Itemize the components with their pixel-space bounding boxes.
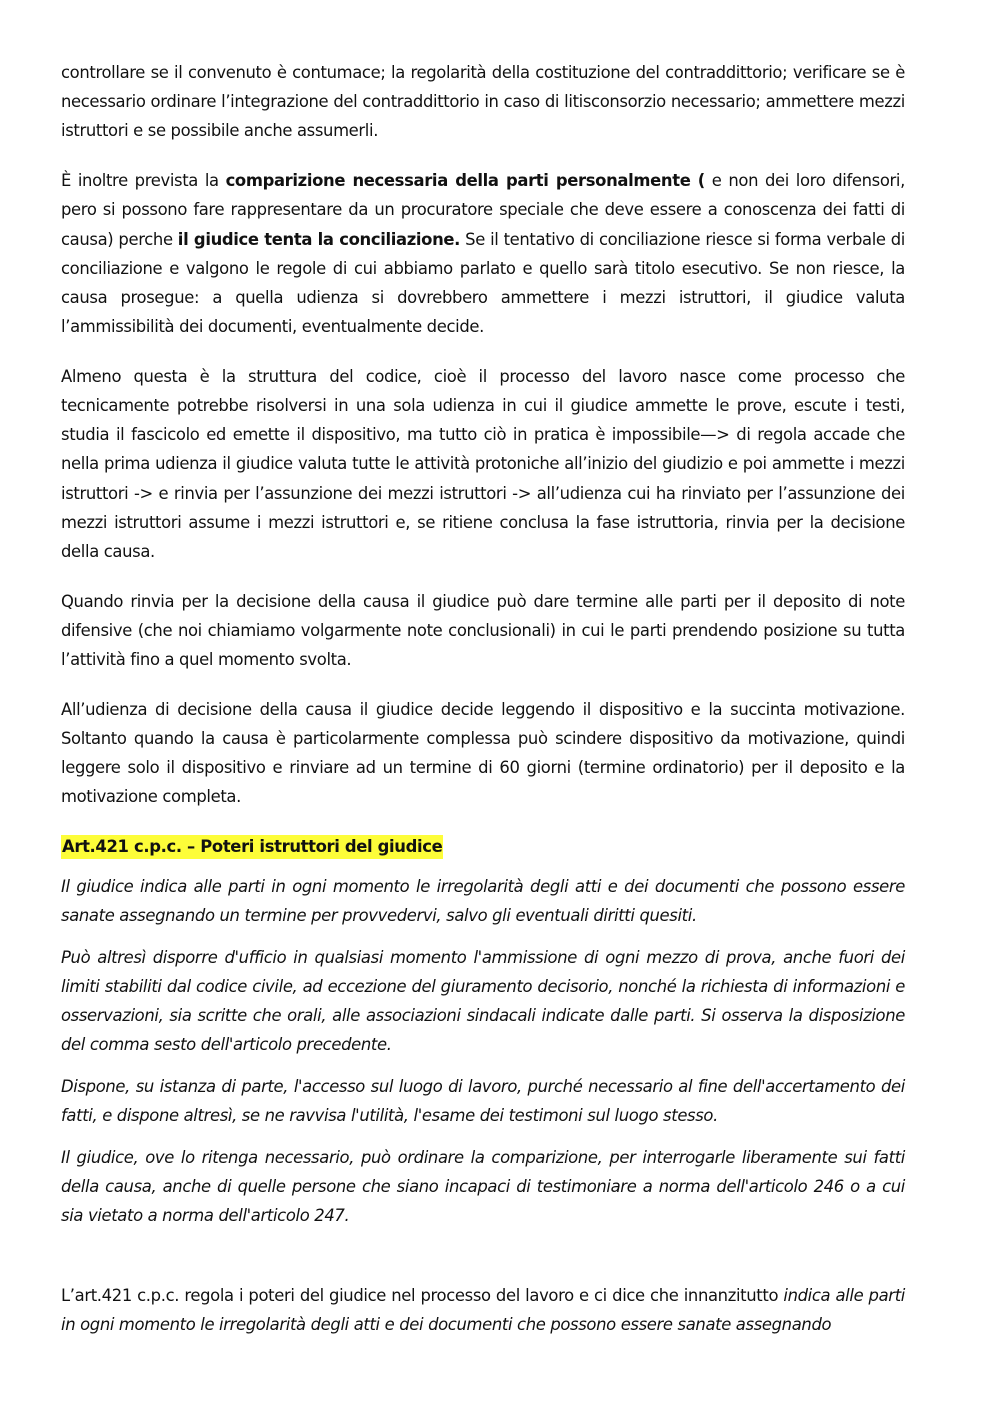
- text-run: È inoltre prevista la: [61, 171, 226, 191]
- article-comma-2: Può altresì disporre d'ufficio in qualsiasi momento l'ammissione di ogni mezzo di prova, anche fuori dei limiti stabiliti dal codice civile, ad eccezione del giuramento decisorio, nonché la richiesta di informazioni e osservazioni, sia scritte che orali, alle associazioni sindacali indicate dalle parti. Si osserva la disposizione del comma sesto dell'articolo precedente.: [61, 947, 905, 1055]
- document-page: [61, 58, 905, 1339]
- article-comma-4: Il giudice, ove lo ritenga necessario, può ordinare la comparizione, per interrogarle liberamente sui fatti della causa, anche di quelle persone che siano incapaci di testimoniare a norma dell'articolo 246 o a cui sia vietato a norma dell'articolo 247.: [61, 1148, 905, 1226]
- bold-run: comparizione necessaria della parti personalmente (: [225, 171, 705, 191]
- article-comma-3: Dispone, su istanza di parte, l'accesso sul luogo di lavoro, purché necessario al fine dell'accertamento dei fatti, e dispone altresì, se ne ravvisa l'utilità, l'esame dei testimoni sul luogo stesso.: [61, 1077, 905, 1126]
- paragraph-note-difensive: Quando rinvia per la decisione della causa il giudice può dare termine alle parti per il deposito di note difensive (che noi chiamiamo volgarmente note conclusionali) in cui le parti prendendo posizione su tutta l’attività fino a quel momento svolta.: [61, 591, 905, 670]
- paragraph-comparizione: [61, 166, 905, 341]
- text-run: L’art.421 c.p.c. regola i poteri del giudice nel processo del lavoro e ci dice che innanzitutto: [61, 1285, 784, 1305]
- text-run: e non dei loro difensori, pero si possono fare rappresentare da un procuratore speciale che deve essere a conoscenza dei fatti di causa) perche: [61, 171, 905, 249]
- paragraph-udienza-decisione: All’udienza di decisione della causa il giudice decide leggendo il dispositivo e la succinta motivazione. Soltanto quando la causa è particolarmente complessa può scindere dispositivo da motivazione, quindi leggere solo il dispositivo e rinviare ad un termine di 60 giorni (termine ordinatorio) per il deposito e la motivazione completa.: [61, 699, 905, 807]
- paragraph-commento-art421: [61, 1281, 905, 1339]
- article-comma-1: Il giudice indica alle parti in ogni momento le irregolarità degli atti e dei documenti che possono essere sanate assegnando un termine per provvedervi, salvo gli eventuali diritti quesiti.: [61, 876, 905, 926]
- text-run: Se il tentativo di conciliazione riesce si forma verbale di conciliazione e valgono le regole di cui abbiamo parlato e quello sarà titolo esecutivo. Se non riesce, la causa prosegue: a quella udienza si dovrebbero ammettere i mezzi istruttori, il giudice valuta l’ammissibilità dei documenti, eventualmente decide.: [61, 229, 906, 337]
- highlighted-heading: Art.421 c.p.c. – Poteri istruttori del giudice: [61, 835, 443, 859]
- italic-run: indica alle parti in ogni momento le irregolarità degli atti e dei documenti che possono essere sanate assegnando: [61, 1285, 905, 1334]
- bold-run: il giudice tenta la conciliazione.: [177, 229, 461, 249]
- paragraph-struttura-codice: Almeno questa è la struttura del codice, cioè il processo del lavoro nasce come processo che tecnicamente potrebbe risolversi in una sola udienza in cui il giudice ammette le prove, escute i testi, studia il fascicolo ed emette il dispositivo, ma tutto ciò in pratica è impossibile—> di regola accade che nella prima udienza il giudice valuta tutte le attività protoniche all’inizio del giudizio e poi ammette i mezzi istruttori -> e rinvia per l’assunzione dei mezzi istruttori -> all’udienza cui ha rinviato per l’assunzione dei mezzi istruttori assume i mezzi istruttori e, se ritiene conclusa la fase istruttoria, rinvia per la decisione della causa.: [61, 366, 905, 562]
- section-heading: [61, 832, 905, 861]
- paragraph-contumacia: controllare se il convenuto è contumace; la regolarità della costituzione del contraddittorio; verificare se è necessario ordinare l’integrazione del contraddittorio in caso di litisconsorzio necessario; ammettere mezzi istruttori e se possibile anche assumerli.: [61, 63, 905, 141]
